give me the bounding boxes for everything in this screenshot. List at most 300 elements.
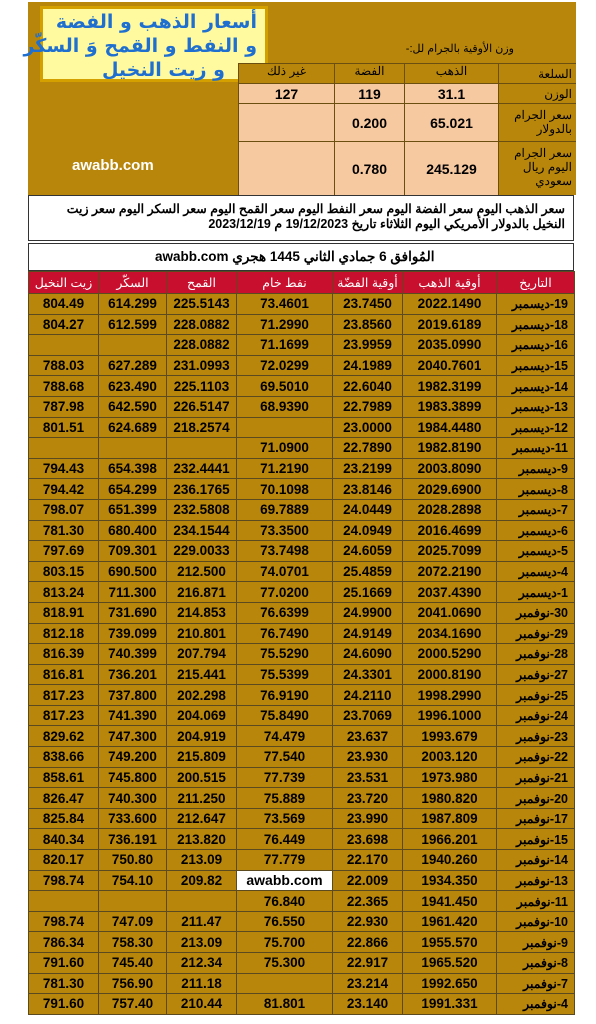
value-cell: 740.399 (99, 644, 167, 665)
value-cell: 211.18 (167, 973, 237, 994)
date-cell: 18-ديسمبر (497, 314, 575, 335)
date-cell: 30-نوفمبر (497, 602, 575, 623)
value-cell: 234.1544 (167, 520, 237, 541)
value-cell: 817.23 (29, 705, 99, 726)
value-cell: 76.550 (237, 911, 333, 932)
value-cell: 23.637 (333, 726, 403, 747)
value-cell: 651.399 (99, 499, 167, 520)
table-body (29, 294, 575, 1015)
value-cell: 76.449 (237, 829, 333, 850)
value-cell: 76.840 (237, 891, 333, 912)
value-cell: 804.49 (29, 294, 99, 315)
date-cell: 29-نوفمبر (497, 623, 575, 644)
value-cell: 2016.4699 (403, 520, 497, 541)
sar-other (238, 141, 334, 195)
value-cell: 2034.1690 (403, 623, 497, 644)
date-cell: 11-ديسمبر (497, 438, 575, 459)
value-cell: 22.930 (333, 911, 403, 932)
value-cell: 750.80 (99, 850, 167, 871)
value-cell: 1973.980 (403, 767, 497, 788)
table-header-row (29, 272, 575, 294)
value-cell: 214.853 (167, 602, 237, 623)
value-cell: 820.17 (29, 850, 99, 871)
value-cell: 232.4441 (167, 458, 237, 479)
value-cell: 816.81 (29, 664, 99, 685)
value-cell: 23.8146 (333, 479, 403, 500)
table-row (29, 417, 575, 438)
value-cell: 24.3301 (333, 664, 403, 685)
value-cell: 76.6399 (237, 602, 333, 623)
value-cell: 24.1989 (333, 355, 403, 376)
table-row (29, 602, 575, 623)
header-block (23, 2, 576, 195)
value-cell: 25.4859 (333, 561, 403, 582)
value-cell: 757.40 (99, 994, 167, 1015)
value-cell: 23.214 (333, 973, 403, 994)
value-cell: 24.6059 (333, 541, 403, 562)
value-cell: 690.500 (99, 561, 167, 582)
value-cell: 215.809 (167, 747, 237, 768)
value-cell: 2000.5290 (403, 644, 497, 665)
value-cell: 24.2110 (333, 685, 403, 706)
value-cell: 226.5147 (167, 396, 237, 417)
value-cell: 228.0882 (167, 314, 237, 335)
value-cell: 623.490 (99, 376, 167, 397)
value-cell: 23.7069 (333, 705, 403, 726)
value-cell: 825.84 (29, 808, 99, 829)
sar-silver: 0.780 (334, 141, 404, 195)
value-cell: 614.299 (99, 294, 167, 315)
value-cell: 23.930 (333, 747, 403, 768)
date-cell: 16-ديسمبر (497, 335, 575, 356)
value-cell (29, 891, 99, 912)
date-cell: 5-ديسمبر (497, 541, 575, 562)
date-cell: 8-نوفمبر (497, 953, 575, 974)
table-row (29, 973, 575, 994)
value-cell: 70.1098 (237, 479, 333, 500)
date-cell: 6-ديسمبر (497, 520, 575, 541)
value-cell: 71.2190 (237, 458, 333, 479)
value-cell: 654.398 (99, 458, 167, 479)
table-row (29, 747, 575, 768)
description-text: سعر الذهب اليوم سعر الفضة اليوم سعر النفط اليوم سعر القمح اليوم سعر السكر اليوم سعر زيت النخيل بالدولار الأمريكي اليوم الثلاثاء تاريخ 19/12/2023 م 2023/12/19 (28, 195, 574, 241)
value-cell: 709.301 (99, 541, 167, 562)
commodity-label: السلعة (498, 63, 576, 83)
value-cell: 77.739 (237, 767, 333, 788)
value-cell: 745.40 (99, 953, 167, 974)
date-cell: 12-ديسمبر (497, 417, 575, 438)
value-cell: 22.7890 (333, 438, 403, 459)
value-cell: 71.1699 (237, 335, 333, 356)
value-cell: 747.300 (99, 726, 167, 747)
value-cell: 212.500 (167, 561, 237, 582)
value-cell: 754.10 (99, 870, 167, 891)
value-cell: 225.5143 (167, 294, 237, 315)
value-cell: 798.07 (29, 499, 99, 520)
value-cell: 1993.679 (403, 726, 497, 747)
value-cell: 229.0033 (167, 541, 237, 562)
table-row (29, 499, 575, 520)
column-header: زيت النخيل (29, 272, 99, 294)
value-cell: 24.6090 (333, 644, 403, 665)
value-cell: 209.82 (167, 870, 237, 891)
value-cell: 212.34 (167, 953, 237, 974)
sar-gold: 245.129 (404, 141, 498, 195)
table-row (29, 644, 575, 665)
value-cell (167, 891, 237, 912)
value-cell: 218.2574 (167, 417, 237, 438)
date-cell: 27-نوفمبر (497, 664, 575, 685)
value-cell: 736.191 (99, 829, 167, 850)
value-cell: 813.24 (29, 582, 99, 603)
value-cell: 736.201 (99, 664, 167, 685)
date-cell: 17-نوفمبر (497, 808, 575, 829)
value-cell: 2000.8190 (403, 664, 497, 685)
value-cell: 1992.650 (403, 973, 497, 994)
value-cell: 1965.520 (403, 953, 497, 974)
value-cell: 23.140 (333, 994, 403, 1015)
value-cell: 24.0949 (333, 520, 403, 541)
value-cell: 788.68 (29, 376, 99, 397)
value-cell: 731.690 (99, 602, 167, 623)
value-cell: 2035.0990 (403, 335, 497, 356)
value-cell: 25.1669 (333, 582, 403, 603)
value-cell: 2019.6189 (403, 314, 497, 335)
value-cell: 232.5808 (167, 499, 237, 520)
column-header: أوقية الذهب (403, 272, 497, 294)
date-cell: 20-نوفمبر (497, 788, 575, 809)
value-cell (167, 438, 237, 459)
date-cell: 11-نوفمبر (497, 891, 575, 912)
value-cell: 74.0701 (237, 561, 333, 582)
value-cell: 803.15 (29, 561, 99, 582)
column-header: أوقية الفضّة (333, 272, 403, 294)
date-cell: 24-نوفمبر (497, 705, 575, 726)
value-cell: 786.34 (29, 932, 99, 953)
value-cell: 740.300 (99, 788, 167, 809)
value-cell (99, 335, 167, 356)
date-cell: 14-ديسمبر (497, 376, 575, 397)
date-cell: 4-نوفمبر (497, 994, 575, 1015)
value-cell: 81.801 (237, 994, 333, 1015)
value-cell: 22.7989 (333, 396, 403, 417)
value-cell: 1982.8190 (403, 438, 497, 459)
value-cell: 73.569 (237, 808, 333, 829)
value-cell: 23.0000 (333, 417, 403, 438)
value-cell: 1966.201 (403, 829, 497, 850)
date-cell: 7-نوفمبر (497, 973, 575, 994)
table-row (29, 829, 575, 850)
value-cell: 236.1765 (167, 479, 237, 500)
value-cell: 2025.7099 (403, 541, 497, 562)
value-cell: 22.866 (333, 932, 403, 953)
value-cell: 210.801 (167, 623, 237, 644)
date-cell: 13-ديسمبر (497, 396, 575, 417)
date-cell: 8-ديسمبر (497, 479, 575, 500)
value-cell (29, 438, 99, 459)
value-cell: 1983.3899 (403, 396, 497, 417)
value-cell: 202.298 (167, 685, 237, 706)
brand-text: awabb.com (72, 157, 154, 174)
weight-note: وزن الأوقية بالجرام لل:- (405, 43, 514, 55)
value-cell: 75.700 (237, 932, 333, 953)
value-cell: 210.44 (167, 994, 237, 1015)
column-header: السكّر (99, 272, 167, 294)
value-cell: 711.300 (99, 582, 167, 603)
title-line-1: أسعار الذهب و الفضة (55, 11, 257, 33)
value-cell: 794.42 (29, 479, 99, 500)
value-cell: 1934.350 (403, 870, 497, 891)
value-cell: 228.0882 (167, 335, 237, 356)
table-row (29, 623, 575, 644)
value-cell: 2072.2190 (403, 561, 497, 582)
table-row (29, 376, 575, 397)
value-cell: 75.8490 (237, 705, 333, 726)
value-cell: 781.30 (29, 520, 99, 541)
usd-label: سعر الجرام بالدولار (498, 103, 576, 141)
value-cell: 23.2199 (333, 458, 403, 479)
value-cell: 213.820 (167, 829, 237, 850)
value-cell: 737.800 (99, 685, 167, 706)
value-cell: 1991.331 (403, 994, 497, 1015)
table-row (29, 911, 575, 932)
value-cell: 2022.1490 (403, 294, 497, 315)
value-cell: 2029.6900 (403, 479, 497, 500)
value-cell: 2028.2898 (403, 499, 497, 520)
table-row (29, 994, 575, 1015)
col-gold-header: الذهب (404, 63, 498, 83)
value-cell: 68.9390 (237, 396, 333, 417)
value-cell: 627.289 (99, 355, 167, 376)
table-row (29, 788, 575, 809)
date-cell: 7-ديسمبر (497, 499, 575, 520)
value-cell: 22.009 (333, 870, 403, 891)
value-cell: 215.441 (167, 664, 237, 685)
table-row (29, 396, 575, 417)
table-row (29, 314, 575, 335)
value-cell: 2037.4390 (403, 582, 497, 603)
value-cell: 23.9959 (333, 335, 403, 356)
value-cell: 797.69 (29, 541, 99, 562)
table-row (29, 850, 575, 871)
value-cell: 1987.809 (403, 808, 497, 829)
weight-other: 127 (238, 83, 334, 103)
value-cell: 680.400 (99, 520, 167, 541)
column-header: نفط خام (237, 272, 333, 294)
value-cell: 812.18 (29, 623, 99, 644)
value-cell (237, 417, 333, 438)
date-cell: 21-نوفمبر (497, 767, 575, 788)
value-cell: 787.98 (29, 396, 99, 417)
value-cell: 654.299 (99, 479, 167, 500)
value-cell: 2040.7601 (403, 355, 497, 376)
value-cell: 1940.260 (403, 850, 497, 871)
value-cell: 1982.3199 (403, 376, 497, 397)
value-cell (29, 335, 99, 356)
value-cell: 207.794 (167, 644, 237, 665)
value-cell: 1998.2990 (403, 685, 497, 706)
value-cell: 24.0449 (333, 499, 403, 520)
title-line-2: و النفط و القمح وَ السكّر (23, 35, 257, 57)
hijri-date-text: المُوافق 6 جمادي الثاني 1445 هجري awabb.com (155, 249, 435, 264)
table-row (29, 705, 575, 726)
value-cell: 2003.8090 (403, 458, 497, 479)
table-row (29, 582, 575, 603)
date-cell: 1-ديسمبر (497, 582, 575, 603)
value-cell: 23.990 (333, 808, 403, 829)
value-cell: 213.09 (167, 850, 237, 871)
date-cell: 13-نوفمبر (497, 870, 575, 891)
value-cell: 804.27 (29, 314, 99, 335)
column-header: التاريخ (497, 272, 575, 294)
date-cell: 22-نوفمبر (497, 747, 575, 768)
value-cell: 758.30 (99, 932, 167, 953)
value-cell: 22.170 (333, 850, 403, 871)
table-row (29, 355, 575, 376)
value-cell: 73.3500 (237, 520, 333, 541)
value-cell: 818.91 (29, 602, 99, 623)
date-cell: 19-ديسمبر (497, 294, 575, 315)
value-cell: 756.90 (99, 973, 167, 994)
value-cell: 200.515 (167, 767, 237, 788)
value-cell: 204.919 (167, 726, 237, 747)
value-cell: 816.39 (29, 644, 99, 665)
table-row (29, 438, 575, 459)
value-cell: 75.889 (237, 788, 333, 809)
value-cell (237, 973, 333, 994)
value-cell: 745.800 (99, 767, 167, 788)
value-cell: 69.5010 (237, 376, 333, 397)
table-row (29, 685, 575, 706)
table-row (29, 953, 575, 974)
date-cell: 9-نوفمبر (497, 932, 575, 953)
value-cell: 23.8560 (333, 314, 403, 335)
value-cell: 77.540 (237, 747, 333, 768)
value-cell: 798.74 (29, 870, 99, 891)
table-row (29, 294, 575, 315)
value-cell: 642.590 (99, 396, 167, 417)
value-cell: 1955.570 (403, 932, 497, 953)
usd-gold: 65.021 (404, 103, 498, 141)
value-cell: 741.390 (99, 705, 167, 726)
title-line-3: و زيت النخيل (101, 59, 225, 81)
value-cell: 1984.4480 (403, 417, 497, 438)
value-cell: 75.5290 (237, 644, 333, 665)
value-cell: 817.23 (29, 685, 99, 706)
value-cell: 71.2990 (237, 314, 333, 335)
usd-silver: 0.200 (334, 103, 404, 141)
value-cell: 1980.820 (403, 788, 497, 809)
value-cell: 624.689 (99, 417, 167, 438)
date-cell: 14-نوفمبر (497, 850, 575, 871)
table-row (29, 479, 575, 500)
value-cell: 794.43 (29, 458, 99, 479)
table-row (29, 458, 575, 479)
value-cell: 858.61 (29, 767, 99, 788)
value-cell: 22.6040 (333, 376, 403, 397)
table-row (29, 870, 575, 891)
value-cell: 216.871 (167, 582, 237, 603)
date-cell: 9-ديسمبر (497, 458, 575, 479)
value-cell: 22.917 (333, 953, 403, 974)
value-cell: 23.698 (333, 829, 403, 850)
table-row (29, 932, 575, 953)
value-cell: 791.60 (29, 953, 99, 974)
sar-label: سعر الجرام اليوم ريال سعودي (498, 141, 576, 195)
value-cell: 213.09 (167, 932, 237, 953)
value-cell: 69.7889 (237, 499, 333, 520)
value-cell: 2003.120 (403, 747, 497, 768)
date-cell: 28-نوفمبر (497, 644, 575, 665)
value-cell: 212.647 (167, 808, 237, 829)
value-cell: 76.9190 (237, 685, 333, 706)
value-cell: 231.0993 (167, 355, 237, 376)
column-header: القمح (167, 272, 237, 294)
value-cell: 23.720 (333, 788, 403, 809)
value-cell: 23.7450 (333, 294, 403, 315)
value-cell: 23.531 (333, 767, 403, 788)
table-row (29, 541, 575, 562)
value-cell: 829.62 (29, 726, 99, 747)
value-cell: 2041.0690 (403, 602, 497, 623)
weight-silver: 119 (334, 83, 404, 103)
date-cell: 10-نوفمبر (497, 911, 575, 932)
weight-gold: 31.1 (404, 83, 498, 103)
date-cell: 15-نوفمبر (497, 829, 575, 850)
date-cell: 4-ديسمبر (497, 561, 575, 582)
value-cell: 77.0200 (237, 582, 333, 603)
table-row (29, 561, 575, 582)
table-row (29, 891, 575, 912)
brand-cell: awabb.com (237, 870, 333, 891)
table-row (29, 726, 575, 747)
date-cell: 23-نوفمبر (497, 726, 575, 747)
value-cell: 840.34 (29, 829, 99, 850)
value-cell: 1996.1000 (403, 705, 497, 726)
value-cell: 788.03 (29, 355, 99, 376)
value-cell: 74.479 (237, 726, 333, 747)
value-cell: 211.250 (167, 788, 237, 809)
value-cell: 73.4601 (237, 294, 333, 315)
value-cell: 739.099 (99, 623, 167, 644)
value-cell: 838.66 (29, 747, 99, 768)
value-cell: 749.200 (99, 747, 167, 768)
value-cell: 733.600 (99, 808, 167, 829)
value-cell: 1941.450 (403, 891, 497, 912)
value-cell: 801.51 (29, 417, 99, 438)
value-cell: 73.7498 (237, 541, 333, 562)
value-cell: 747.09 (99, 911, 167, 932)
table-row (29, 520, 575, 541)
col-other-header: غير ذلك (238, 63, 334, 83)
value-cell: 76.7490 (237, 623, 333, 644)
value-cell: 798.74 (29, 911, 99, 932)
hijri-date-bar (28, 243, 574, 271)
date-cell: 15-ديسمبر (497, 355, 575, 376)
value-cell: 826.47 (29, 788, 99, 809)
value-cell (99, 891, 167, 912)
table-row (29, 664, 575, 685)
value-cell: 24.9149 (333, 623, 403, 644)
table-row (29, 808, 575, 829)
usd-other (238, 103, 334, 141)
table-row (29, 335, 575, 356)
value-cell: 781.30 (29, 973, 99, 994)
value-cell: 612.599 (99, 314, 167, 335)
value-cell: 71.0900 (237, 438, 333, 459)
table-row (29, 767, 575, 788)
value-cell: 72.0299 (237, 355, 333, 376)
